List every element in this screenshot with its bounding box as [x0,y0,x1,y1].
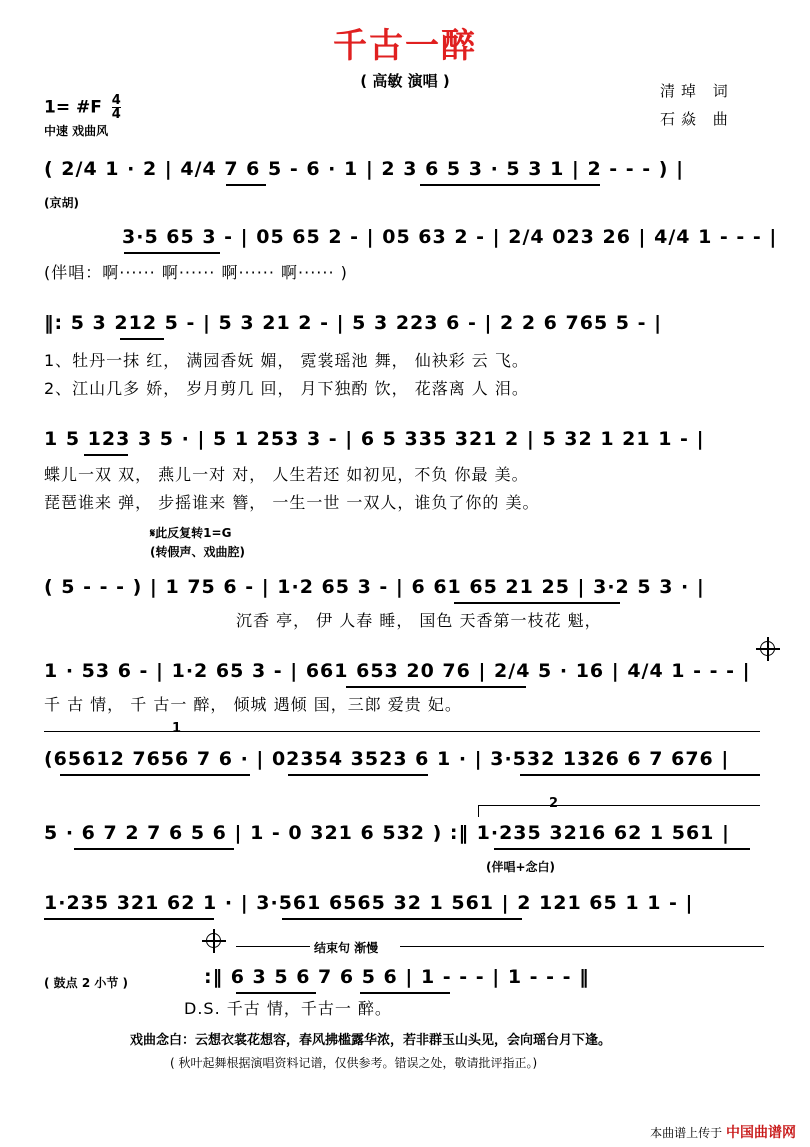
lyrics-verse-1-row-4: 蝶儿一双 双， 燕儿一对 对， 人生若还 如初见，不负 你最 美。 [44,465,529,484]
lyrics-row-2: (伴唱：啊······ 啊······ 啊······ 啊······ ) [44,263,348,282]
underline [226,184,266,186]
lyrics-row-6: 千 古 情， 千 古一 醉， 倾城 遇倾 国，三郎 爱贵 妃。 [44,695,462,714]
ending-line-left [236,946,310,947]
underline [520,774,760,776]
underline [236,992,316,994]
recitation-text: 戏曲念白：云想衣裳花想容，春风拂槛露华浓，若非群玉山头见，会向瑶台月下逢。 [130,1033,612,1048]
site-name: 中国曲谱网 [726,1125,796,1141]
underline [84,454,128,456]
score-row-1: ( 2/4 1 · 2 | 4/4 7 6 5 - 6 · 1 | 2 3 6 5 3 · 5 3 1 | 2 - - - ) | [44,158,685,180]
lyrics-row-10: D.S. 千古 情，千古一 醉。 [184,999,392,1018]
drum-break-label: ( 鼓点 2 小节 ) [44,976,129,990]
score-row-2: 3·5 65 3 - | 05 65 2 - | 05 63 2 - | 2/4 023 26 | 4/4 1 - - - | [122,226,778,248]
underline [74,848,234,850]
tempo-marking: 中速 戏曲风 [44,124,109,138]
underline [124,252,220,254]
voice-instruction: (转假声、戏曲腔) [150,545,245,559]
coda-sign-icon [760,641,775,656]
underline [44,918,214,920]
lyrics-row-5: 沉香 亭， 伊 人春 睡， 国色 天香第一枝花 魁， [236,611,602,630]
composer-credit: 石焱 曲 [660,110,734,128]
key-signature [44,94,121,121]
key-label: 1= #F [44,97,102,118]
volta-2-number: 2 [549,796,559,811]
score-row-10: :‖ 6 3 5 6 7 6 5 6 | 1 - - - | 1 - - - ‖ [204,966,590,988]
ending-line-right [400,946,764,947]
lyrics-verse-1-row-3: 1、牡丹一抹 红， 满园香妩 媚， 霓裳瑶池 舞， 仙袂彩 云 飞。 [44,351,529,370]
underline [360,992,450,994]
lyrics-verse-2-row-3: 2、江山几多 娇， 岁月剪几 回， 月下独酌 饮， 花落离 人 泪。 [44,379,529,398]
page-title: 千古一醉 [333,26,477,66]
score-row-8: 5 · 6 7 2 7 6 5 6 | 1 - 0 321 6 532 ) :‖ 1·235 3216 62 1 561 | [44,822,730,844]
instrument-label: (京胡) [44,196,79,210]
score-row-6: 1 · 53 6 - | 1·2 65 3 - | 661 653 20 76 | 2/4 5 · 16 | 4/4 1 - - - | [44,660,751,682]
volta-1-number: 1 [172,721,182,736]
underline [494,848,750,850]
underline [60,774,250,776]
underline [454,602,620,604]
upload-label: 本曲谱上传于 [650,1126,723,1140]
underline [420,184,600,186]
volta-bracket-2 [478,805,760,806]
lyrics-verse-2-row-4: 琵琶谁来 弹， 步摇谁来 簪， 一生一世 一双人，谁负了你的 美。 [44,493,540,512]
time-sig-top: 4 [111,93,121,108]
volta-bracket-1 [44,731,760,732]
score-row-7: (65612 7656 7 6 · | 02354 3523 6 1 · | 3·532 1326 6 7 676 | [44,748,730,770]
score-row-9: 1·235 321 62 1 · | 3·561 6565 32 1 561 | 2 121 65 1 1 - | [44,892,694,914]
volta-bracket-2-edge [478,805,479,817]
chorus-recitation-label: (伴唱+念白) [486,860,556,874]
lyricist-credit: 清琸 词 [660,82,734,100]
time-signature [112,94,121,121]
score-row-5: ( 5 - - - ) | 1 75 6 - | 1·2 65 3 - | 6 61 65 21 25 | 3·2 5 3 · | [44,576,705,598]
score-row-4: 1 5 123 3 5 · | 5 1 253 3 - | 6 5 335 321 2 | 5 32 1 21 1 - | [44,428,705,450]
score-row-3: ‖: 5 3 212 5 - | 5 3 21 2 - | 5 3 223 6 - | 2 2 6 765 5 - | [44,312,663,334]
underline [346,686,526,688]
time-sig-bottom: 4 [111,107,121,122]
coda-sign-icon [206,933,221,948]
subtitle-performer: ( 高敏 演唱 ) [360,72,450,90]
dal-segno-instruction: 𝄋此反复转1=G [150,526,232,540]
underline [282,918,522,920]
underline [288,774,428,776]
underline [120,338,164,340]
disclaimer-text: ( 秋叶起舞根据演唱资料记谱，仅供参考。错误之处，敬请批评指正。) [170,1056,538,1070]
ending-tempo-label: 结束句 渐慢 [314,941,379,955]
site-logo [650,1122,796,1142]
